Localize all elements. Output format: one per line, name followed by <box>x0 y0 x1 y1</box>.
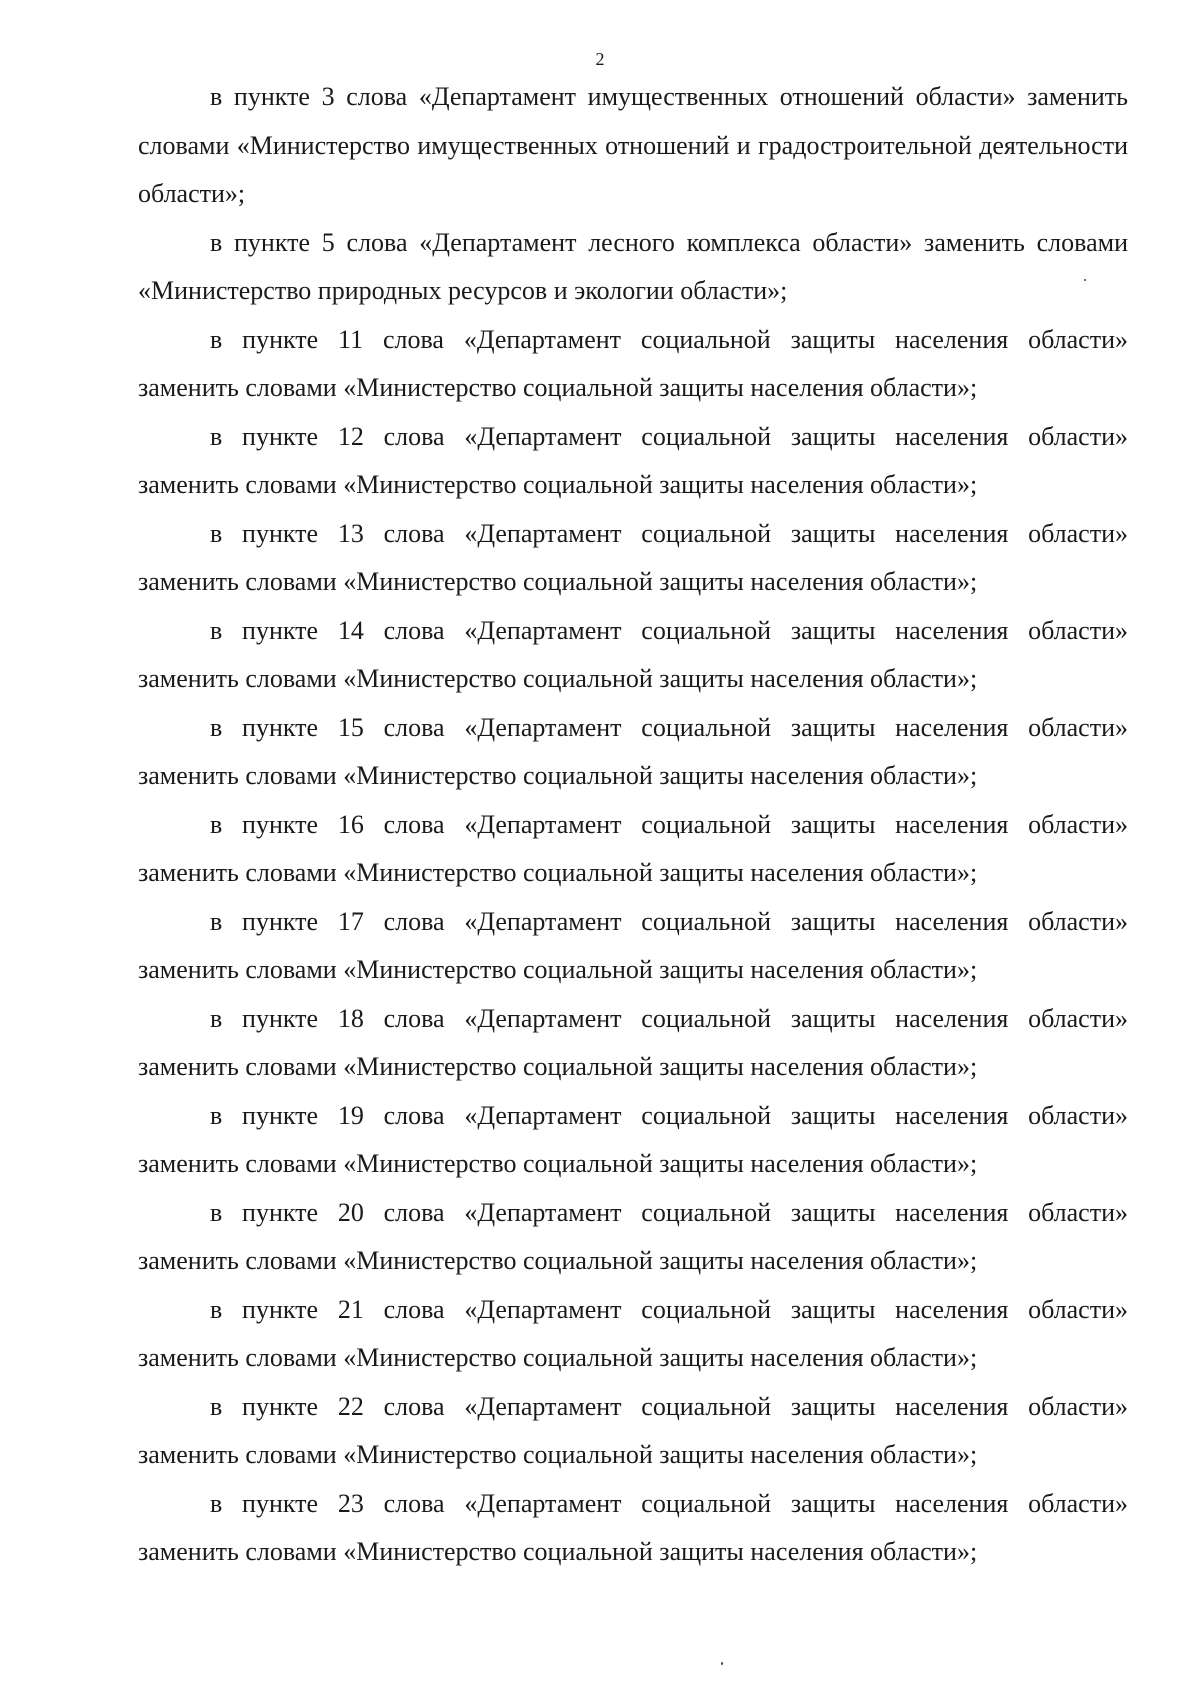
paragraph-item-23: в пункте 23 слова «Департамент социальной защиты населения области» заменить словами «Министерство социальной защиты населения области»; <box>138 1488 1128 1566</box>
paragraph-item-12: в пункте 12 слова «Департамент социальной защиты населения области» заменить словами «Министерство социальной защиты населения области»; <box>138 421 1128 499</box>
paragraph-item-11: в пункте 11 слова «Департамент социальной защиты населения области» заменить словами «Министерство социальной защиты населения области»; <box>138 324 1128 402</box>
paragraph-item-18: в пункте 18 слова «Департамент социальной защиты населения области» заменить словами «Министерство социальной защиты населения области»; <box>138 1003 1128 1081</box>
document-body <box>138 73 1128 1577</box>
paragraph-item-19: в пункте 19 слова «Департамент социальной защиты населения области» заменить словами «Министерство социальной защиты населения области»; <box>138 1100 1128 1178</box>
paragraph-item-14: в пункте 14 слова «Департамент социальной защиты населения области» заменить словами «Министерство социальной защиты населения области»; <box>138 615 1128 693</box>
paragraph-item-15: в пункте 15 слова «Департамент социальной защиты населения области» заменить словами «Министерство социальной защиты населения области»; <box>138 712 1128 790</box>
paragraph-item-21: в пункте 21 слова «Департамент социальной защиты населения области» заменить словами «Министерство социальной защиты населения области»; <box>138 1294 1128 1372</box>
paragraph-item-5: в пункте 5 слова «Департамент лесного комплекса области» заменить словами «Министерство природных ресурсов и экологии области»; <box>138 227 1128 305</box>
scan-speck <box>721 1662 723 1665</box>
paragraph-item-17: в пункте 17 слова «Департамент социальной защиты населения области» заменить словами «Министерство социальной защиты населения области»; <box>138 906 1128 984</box>
paragraph-item-22: в пункте 22 слова «Департамент социальной защиты населения области» заменить словами «Министерство социальной защиты населения области»; <box>138 1391 1128 1469</box>
paragraph-item-16: в пункте 16 слова «Департамент социальной защиты населения области» заменить словами «Министерство социальной защиты населения области»; <box>138 809 1128 887</box>
paragraph-item-20: в пункте 20 слова «Департамент социальной защиты населения области» заменить словами «Министерство социальной защиты населения области»; <box>138 1197 1128 1275</box>
paragraph-item-3: в пункте 3 слова «Департамент имущественных отношений области» заменить словами «Министерство имущественных отношений и градостроительной деятельности области»; <box>138 82 1128 208</box>
page-number: 2 <box>595 49 605 69</box>
scan-speck <box>1084 279 1086 281</box>
paragraph-item-13: в пункте 13 слова «Департамент социальной защиты населения области» заменить словами «Министерство социальной защиты населения области»; <box>138 518 1128 596</box>
